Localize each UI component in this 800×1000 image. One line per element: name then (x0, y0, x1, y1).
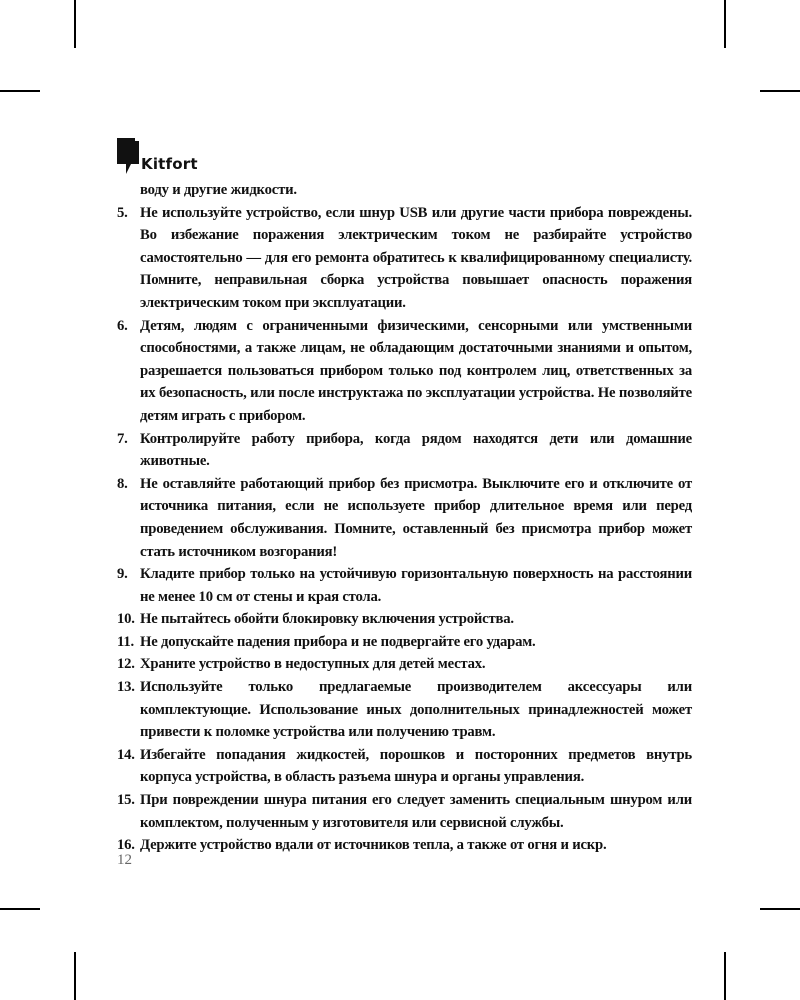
list-item-number: 9. (117, 566, 128, 583)
list-item-text: Кладите прибор только на устойчивую горизонтальную поверхность на расстоянии не менее 10 см от стены и края стола. (140, 566, 692, 605)
list-item-text: Используйте только предлагаемые производителем аксессуары или комплектующие. Использование иных дополнительных принадлежностей может привести к поломке устройства или получению травм. (140, 679, 692, 741)
brand-logo (117, 130, 198, 174)
list-item (117, 834, 692, 857)
list-item (117, 789, 692, 834)
list-item-number: 5. (117, 204, 128, 221)
crop-mark-right-top (760, 90, 800, 92)
crop-mark-left-bottom (0, 908, 40, 910)
kitfort-logo-mark (117, 138, 139, 174)
list-item (117, 315, 692, 428)
list-item-number: 15. (117, 792, 135, 809)
list-item-number: 12. (117, 656, 135, 673)
brand-name: Kitfort (141, 155, 198, 173)
list-item-number: 13. (117, 679, 135, 696)
list-item-text: Не используйте устройство, если шнур USB или другие части прибора повреждены. Во избежание поражения электрическим током не разбирайте устройство самостоятельно — для его ремонта обратитесь к квалифицированному специалисту. Помните, неправильная сборка устройства повышает опасность поражения электрическим током при эксплуатации. (140, 204, 692, 311)
crop-mark-top-left (74, 0, 76, 48)
list-item-text: Храните устройство в недоступных для детей местах. (140, 656, 486, 673)
crop-mark-top-right (724, 0, 726, 48)
list-item-text: Не пытайтесь обойти блокировку включения устройства. (140, 611, 514, 628)
continuation-line: воду и другие жидкости. (140, 182, 297, 198)
crop-mark-bottom-left (74, 952, 76, 1000)
list-item-text: Контролируйте работу прибора, когда рядом находятся дети или домашние животные. (140, 430, 692, 470)
crop-mark-bottom-right (724, 952, 726, 1000)
page-number: 12 (117, 852, 132, 868)
list-item-text: Детям, людям с ограниченными физическими, сенсорными или умственными способностями, а также лицам, не обладающим достаточными знаниями и опытом, разрешается пользоваться прибором только под контролем лиц, ответственных за их безопасность, или после инструктажа по эксплуатации устройства. Не позволяйте детям играть с прибором. (140, 317, 692, 424)
list-item-number: 14. (117, 746, 135, 763)
list-item-number: 11. (117, 633, 134, 650)
list-item-text: Не допускайте падения прибора и не подвергайте его ударам. (140, 633, 536, 650)
list-item-number: 7. (117, 430, 128, 447)
crop-mark-left-top (0, 90, 40, 92)
list-item (117, 676, 692, 744)
list-item-text: Избегайте попадания жидкостей, порошков и посторонних предметов внутрь корпуса устройства, в область разъема шнура и органы управления. (140, 746, 692, 786)
list-item-text: Держите устройство вдали от источников тепла, а также от огня и искр. (140, 837, 607, 854)
list-item (117, 202, 692, 315)
list-item (117, 428, 692, 473)
list-item-text: При повреждении шнура питания его следует заменить специальным шнуром или комплектом, полученным у изготовителя или сервисной службы. (140, 792, 692, 831)
list-item-number: 16. (117, 837, 135, 854)
list-item (117, 744, 692, 789)
list-item-number: 10. (117, 611, 135, 628)
list-item-number: 6. (117, 317, 128, 334)
list-item-text: Не оставляйте работающий прибор без присмотра. Выключите его и отключите от источника питания, если не используете прибор длительное время или перед проведением обслуживания. Помните, оставленный без присмотра прибор может стать источником возгорания! (140, 475, 692, 560)
list-item (117, 653, 692, 676)
list-item-number: 8. (117, 475, 128, 492)
list-item (117, 631, 692, 654)
crop-mark-right-bottom (760, 908, 800, 910)
list-item (117, 473, 692, 563)
list-item (117, 563, 692, 608)
instructions-text (117, 179, 692, 857)
list-item (117, 608, 692, 631)
